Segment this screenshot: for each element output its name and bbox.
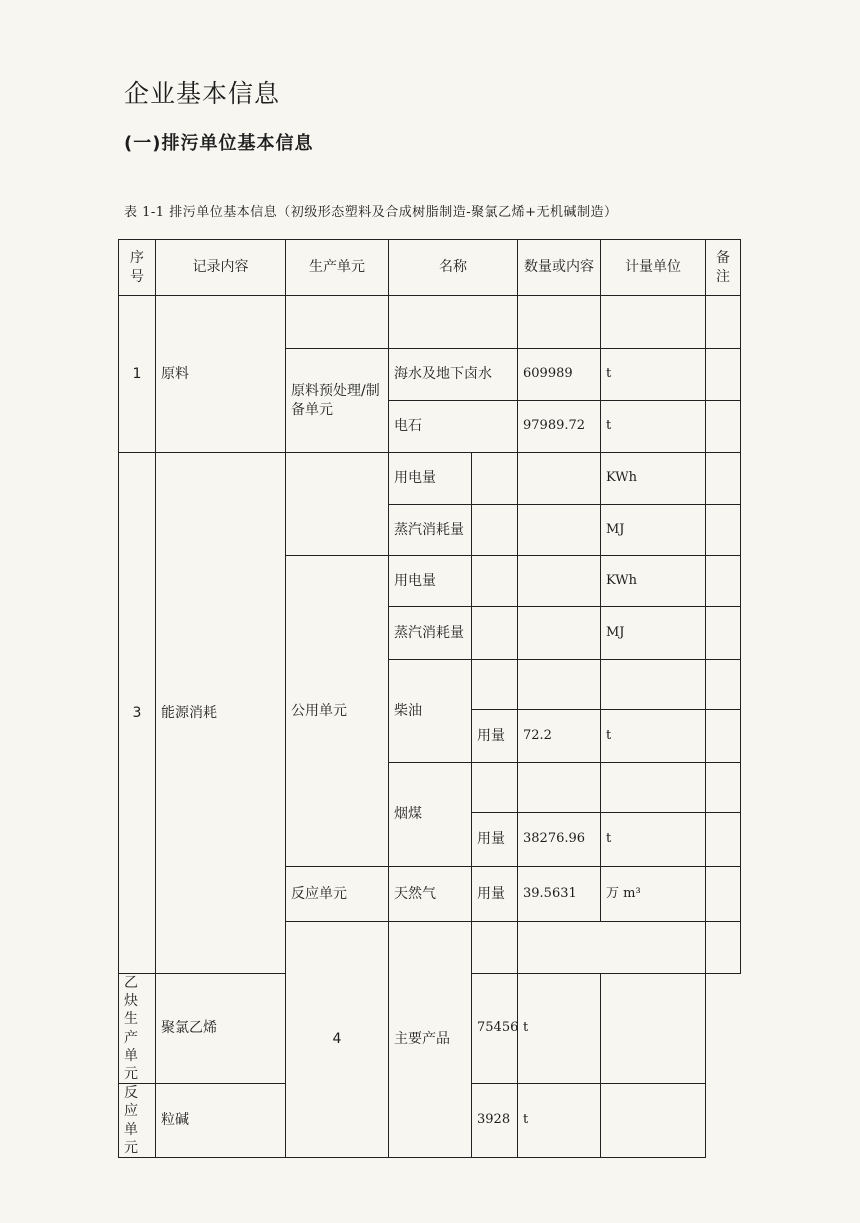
header-name: 名称	[389, 240, 518, 296]
energy-item-measure: KWh	[601, 556, 706, 607]
product-unit: 反应单元	[119, 1084, 156, 1158]
raw-item-name: 电石	[389, 401, 518, 453]
raw-item-amount: 97989.72	[518, 401, 601, 453]
gas-name: 天然气	[389, 867, 472, 922]
gas-amount: 39.5631	[518, 867, 601, 922]
coal-sub: 用量	[472, 813, 518, 867]
table-row	[119, 453, 741, 505]
products-seq: 4	[286, 922, 389, 1158]
gas-sub: 用量	[472, 867, 518, 922]
diesel-sub: 用量	[472, 710, 518, 763]
diesel-name: 柴油	[389, 660, 472, 763]
product-name: 聚氯乙烯	[156, 974, 389, 1084]
energy-item-measure: KWh	[601, 453, 706, 505]
coal-amount: 38276.96	[518, 813, 601, 867]
section-title: (一)排污单位基本信息	[124, 133, 314, 154]
energy-seq: 3	[119, 453, 156, 974]
raw-unit: 原料预处理/制备单元	[286, 349, 389, 453]
diesel-amount: 72.2	[518, 710, 601, 763]
header-unit: 生产单元	[286, 240, 389, 296]
product-measure: t	[518, 1084, 601, 1158]
energy-item-name: 蒸汽消耗量	[389, 505, 472, 556]
raw-item-measure: t	[601, 401, 706, 453]
table-caption: 表 1-1 排污单位基本信息（初级形态塑料及合成树脂制造-聚氯乙烯+无机碱制造）	[124, 205, 618, 220]
raw-item-name: 海水及地下卤水	[389, 349, 518, 401]
product-unit: 乙炔生产单元	[119, 974, 156, 1084]
header-seq: 序号	[119, 240, 156, 296]
products-record: 主要产品	[389, 922, 472, 1158]
raw-item-amount: 609989	[518, 349, 601, 401]
energy-reaction-unit: 反应单元	[286, 867, 389, 922]
energy-item-measure: MJ	[601, 607, 706, 660]
info-table	[118, 239, 741, 1158]
header-row	[119, 240, 741, 296]
product-measure: t	[518, 974, 601, 1084]
header-amount: 数量或内容	[518, 240, 601, 296]
table-row	[119, 296, 741, 349]
coal-name: 烟煤	[389, 763, 472, 867]
raw-item-measure: t	[601, 349, 706, 401]
raw-seq: 1	[119, 296, 156, 453]
product-amount: 3928	[472, 1084, 518, 1158]
header-measure: 计量单位	[601, 240, 706, 296]
energy-public-unit: 公用单元	[286, 556, 389, 867]
product-amount: 75456	[472, 974, 518, 1084]
energy-item-name: 蒸汽消耗量	[389, 607, 472, 660]
coal-measure: t	[601, 813, 706, 867]
product-name: 粒碱	[156, 1084, 389, 1158]
diesel-measure: t	[601, 710, 706, 763]
gas-measure: 万 m³	[601, 867, 706, 922]
energy-item-name: 用电量	[389, 556, 472, 607]
raw-record: 原料	[156, 296, 286, 453]
page-title: 企业基本信息	[124, 79, 281, 108]
energy-item-measure: MJ	[601, 505, 706, 556]
energy-item-name: 用电量	[389, 453, 472, 505]
energy-record: 能源消耗	[156, 453, 286, 974]
header-record: 记录内容	[156, 240, 286, 296]
header-remark: 备注	[706, 240, 741, 296]
